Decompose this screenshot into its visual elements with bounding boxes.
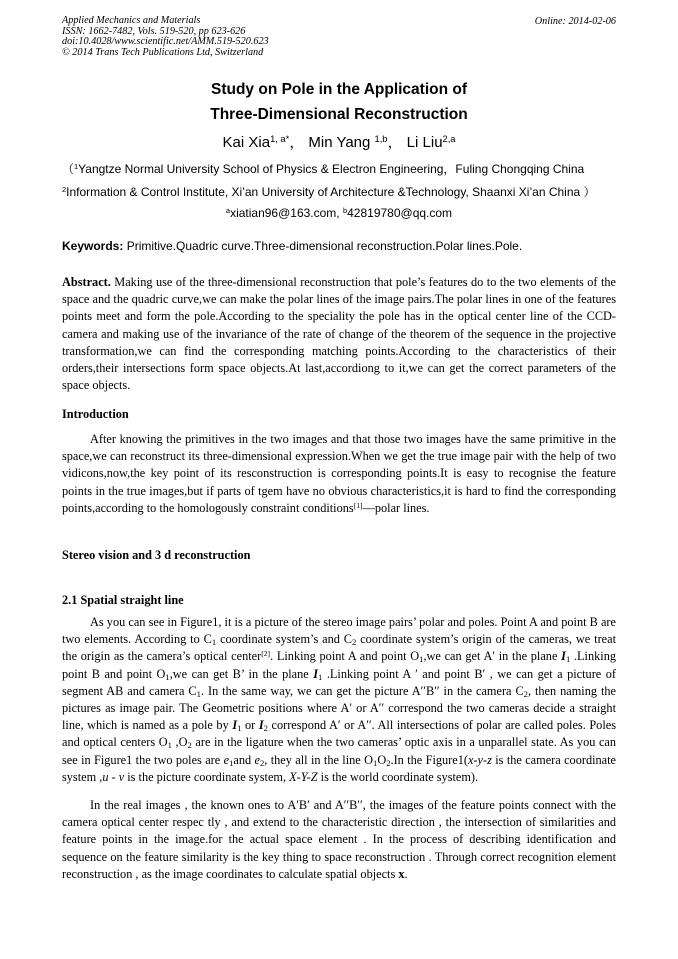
abstract	[62, 274, 616, 394]
paper-title-line1: Study on Pole in the Application of	[210, 81, 468, 98]
keywords	[62, 239, 616, 253]
introduction-paragraph: After knowing the primitives in the two images and that those two images have the same primitive in the space,we can reconstruct its three-dimensional expression.When we get the true image pair with the help of two vidicons,now,the key point of its resconstruction is corresponding points.It is easy to recognise the feature points in the true images,but if parts of tgem have no obvious characteristics,it is hard to find the corresponding points,according to the homologously constraint conditions[1]—polar lines.	[62, 432, 616, 515]
abstract-label: Abstract.	[62, 275, 111, 289]
keywords-text: Primitive.Quadric curve.Three-dimensional reconstruction.Polar lines.Pole.	[123, 239, 523, 253]
online-date: Online: 2014-02-06	[534, 16, 616, 27]
abstract-text: Making use of the three-dimensional reconstruction that pole’s features do to the two elements of the space and the quadric curve,we can make the polar lines of the image pairs.The polar lines in one of the features points meet and form the pole.According to the speciality the pole has in the optical center line of the CCD-camera and making use of the invariance of the rate of change of the theorem of the sequence in the projective transformation,we can find the corresponding matching points.According to the characteristics of their orders,their intersections form space objects.At last,accordiong to it,we can get the correct parameters of the space objects.	[62, 275, 616, 393]
journal-header	[62, 16, 269, 58]
journal-name: Applied Mechanics and Materials	[62, 15, 201, 26]
subsection-heading-spatial: 2.1 Spatial straight line	[62, 593, 184, 607]
citation-ref: [1]	[353, 500, 363, 510]
paper-title-line2: Three-Dimensional Reconstruction	[210, 106, 468, 123]
journal-doi: doi:10.4028/www.scientific.net/AMM.519-520.623	[62, 36, 269, 48]
journal-copyright: © 2014 Trans Tech Publications Ltd, Switzerland	[62, 46, 264, 58]
author-name: Kai Xia	[222, 134, 271, 151]
author-list: Kai Xia$^{1, a*}$， Min Yang $^{1,b}$， Li Liu$^{2,a}$	[222, 133, 456, 151]
spatial-paragraph-1: As you can see in Figure1, it is a picture of the stereo image pairs’ polar and poles. Point A and point B are two elements. According to $C_1$ coordinate system’s and $C_2$ coordinate system’s origin of the cameras, we treat the origin as the camera’s optical center[2]. Linking point A and point $O_1,we$ can get A′ in the plane $I_1$ .Linking point B and point $O_1,we$ can get B’ in the plane $I_1$ .Linking point A ′ and point B′ , we can get a picture of segment AB and camera $C_1$. In the same way, we can get the picture A′′B′′ in the camera $C_2$, then naming the pictures as image pair. The Geometric positions where A′ or A′′ correspond the two cameras decide a straight line, which is named as a pole by $I_1$ or $I_2$ correspond A′ or A′′. All intersections of polar are called poles. Poles and optical centers $O_1$ $,O_2$ are in the ligature when the two cameras’ optic axis in a unparallel state. As you can see in Figure1 the two poles are $e_1and$ $e_2$, they all in the line $O_1O_2.In$ the Figure1(x-y-z is the camera coordinate system ,u - v is the picture coordinate system, X-Y-Z is the world coordinate system).	[62, 615, 617, 784]
introduction-heading: Introduction	[62, 407, 129, 421]
email-line: $^a$xiatian96@163.com, $^b$42819780@qq.com	[225, 205, 453, 220]
affiliation-1: （$^1$Yangtze Normal University School of Physics & Electron Engineering，Fuling Chongqing China	[62, 161, 585, 176]
journal-issn: ISSN: 1662-7482, Vols. 519-520, pp 623-626	[62, 25, 246, 37]
author-name: Min Yang	[308, 134, 371, 151]
section-heading-stereo: Stereo vision and 3 d reconstruction	[62, 548, 251, 562]
affiliation-2: $^2$Information & Control Institute, Xi’an University of Architecture &Technology, Shaanxi Xi’an China ）	[62, 184, 596, 199]
spatial-paragraph-2: In the real images , the known ones to A′B′ and A′′B′′, the images of the feature points connect with the camera optical center respec tly , and extend to the characteristic direction , the intersection of similarities and feature points in the image.for the actual space element . In the process of describing identification and sequence on the feature similarity is the key thing to space reconstruction . Through correct recognition element reconstruction , as the image coordinates to calculate spatial objects x.	[62, 798, 616, 881]
author-name: Li Liu	[406, 134, 443, 151]
keywords-label: Keywords:	[62, 239, 124, 253]
